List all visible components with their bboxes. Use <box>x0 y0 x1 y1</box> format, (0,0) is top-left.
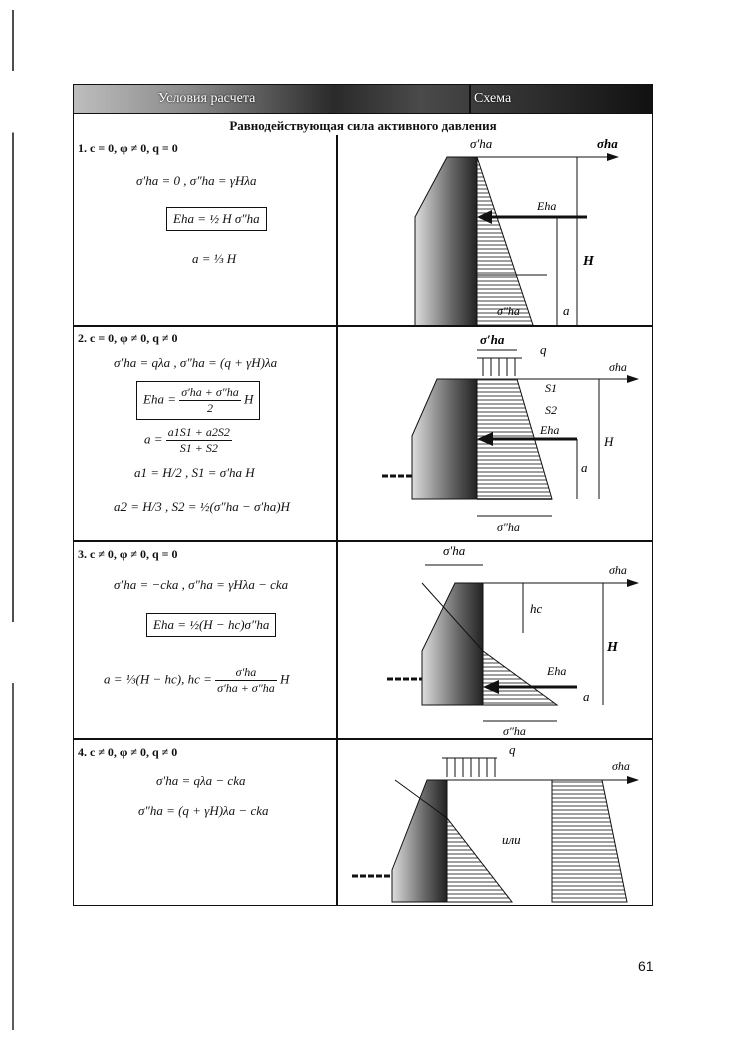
case-2-a1-formula: a1 = H/2 , S1 = σ′ha H <box>134 465 255 480</box>
case-2-force-fraction <box>179 385 241 416</box>
case-3-arm-rhs: H <box>279 671 290 687</box>
case-3-height-label: H <box>607 640 618 655</box>
case-2-force-den: 2 <box>207 401 213 415</box>
case-3-stress-formula: σ′ha = −cka , σ″ha = γHλa − cka <box>114 577 289 592</box>
case-4-scheme <box>337 740 653 905</box>
case-4-q-label: q <box>509 742 516 757</box>
case-2-force-formula <box>136 381 260 420</box>
table-subtitle: Равнодействующая сила активного давления <box>229 118 497 133</box>
case-3-arm-lhs: a = ⅓(H − hc), hc = <box>104 671 212 687</box>
case-1-arm-label: a <box>563 303 570 318</box>
formula-table <box>73 84 653 906</box>
case-3-hc-num: σ′ha <box>215 665 277 681</box>
case-3-top-label: σ′ha <box>443 543 466 558</box>
case-2-a2-formula: a2 = H/3 , S2 = ½(σ″ha − σ′ha)H <box>114 499 290 514</box>
case-2-scheme <box>337 326 653 540</box>
case-2-arm-formula <box>144 425 232 456</box>
case-2-force-lhs: Eha = <box>143 391 176 407</box>
case-3-arm-formula <box>104 665 289 696</box>
case-2-arm-lhs: a = <box>144 431 163 447</box>
case-2-stress-formula: σ′ha = qλa , σ″ha = (q + γH)λa <box>114 355 278 370</box>
case-3-force-label: Eha <box>547 664 567 678</box>
header-scheme: Схема <box>474 91 512 106</box>
case-2-s2-label: S2 <box>545 403 557 417</box>
case-1-condition: 1. c = 0, φ ≠ 0, q = 0 <box>78 141 178 155</box>
scan-edge-mark <box>12 10 14 1030</box>
case-2-arm-num: a1S1 + a2S2 <box>167 425 230 439</box>
case-4-condition: 4. c ≠ 0, φ ≠ 0, q ≠ 0 <box>78 745 178 759</box>
case-1-bottom-label: σ″ha <box>497 304 520 318</box>
case-2-arm-den: S1 + S2 <box>179 441 218 455</box>
case-1-top-label: σ′ha <box>470 136 493 151</box>
table-header <box>74 85 652 114</box>
case-2-right-label: σha <box>609 360 627 374</box>
case-1-height-label: H <box>583 254 594 269</box>
case-3-bottom-label: σ″ha <box>503 724 526 737</box>
header-divider <box>469 85 471 113</box>
case-2-bottom-label: σ″ha <box>497 520 520 534</box>
case-2-height-label: H <box>604 434 614 449</box>
case-3-hc-fraction <box>215 665 277 696</box>
case-3-hc-den: σ′ha + σ″ha <box>217 681 275 695</box>
case-3-scheme <box>337 541 653 737</box>
case-1-force-formula: Eha = ½ H σ″ha <box>166 207 267 231</box>
case-3-force-formula: Eha = ½(H − hc)σ″ha <box>146 613 276 637</box>
case-4-right-label: σha <box>612 759 630 773</box>
case-2-top-label: σ′ha <box>480 332 505 347</box>
case-1-scheme <box>337 135 653 325</box>
case-3-right-label: σha <box>609 563 627 577</box>
case-1-stress-formula: σ′ha = 0 , σ″ha = γHλa <box>136 173 257 188</box>
case-1-right-label: σha <box>597 136 618 151</box>
case-2-force-label: Eha <box>540 423 560 437</box>
case-3-arm-label: a <box>583 689 590 704</box>
case-2-s1-label: S1 <box>545 381 557 395</box>
case-2-arm-label: a <box>581 460 588 475</box>
case-4-stress-top-formula: σ′ha = qλa − cka <box>156 773 246 788</box>
case-1-arm-formula: a = ⅓ H <box>192 251 237 266</box>
case-2-force-num: σ′ha + σ″ha <box>181 385 239 399</box>
case-4-stress-bottom-formula: σ″ha = (q + γH)λa − cka <box>138 803 269 818</box>
case-3-condition: 3. c ≠ 0, φ ≠ 0, q = 0 <box>78 547 178 561</box>
case-2-condition: 2. c = 0, φ ≠ 0, q ≠ 0 <box>78 331 178 345</box>
case-3-hc-label: hc <box>530 601 543 616</box>
case-2-q-label: q <box>540 342 547 357</box>
header-conditions: Условия расчета <box>158 91 256 106</box>
case-2-arm-fraction <box>166 425 232 456</box>
case-4-or-label: или <box>502 832 521 847</box>
case-1-force-label: Eha <box>537 199 557 213</box>
case-2-force-rhs: H <box>244 391 254 407</box>
page-number: 61 <box>638 958 654 974</box>
